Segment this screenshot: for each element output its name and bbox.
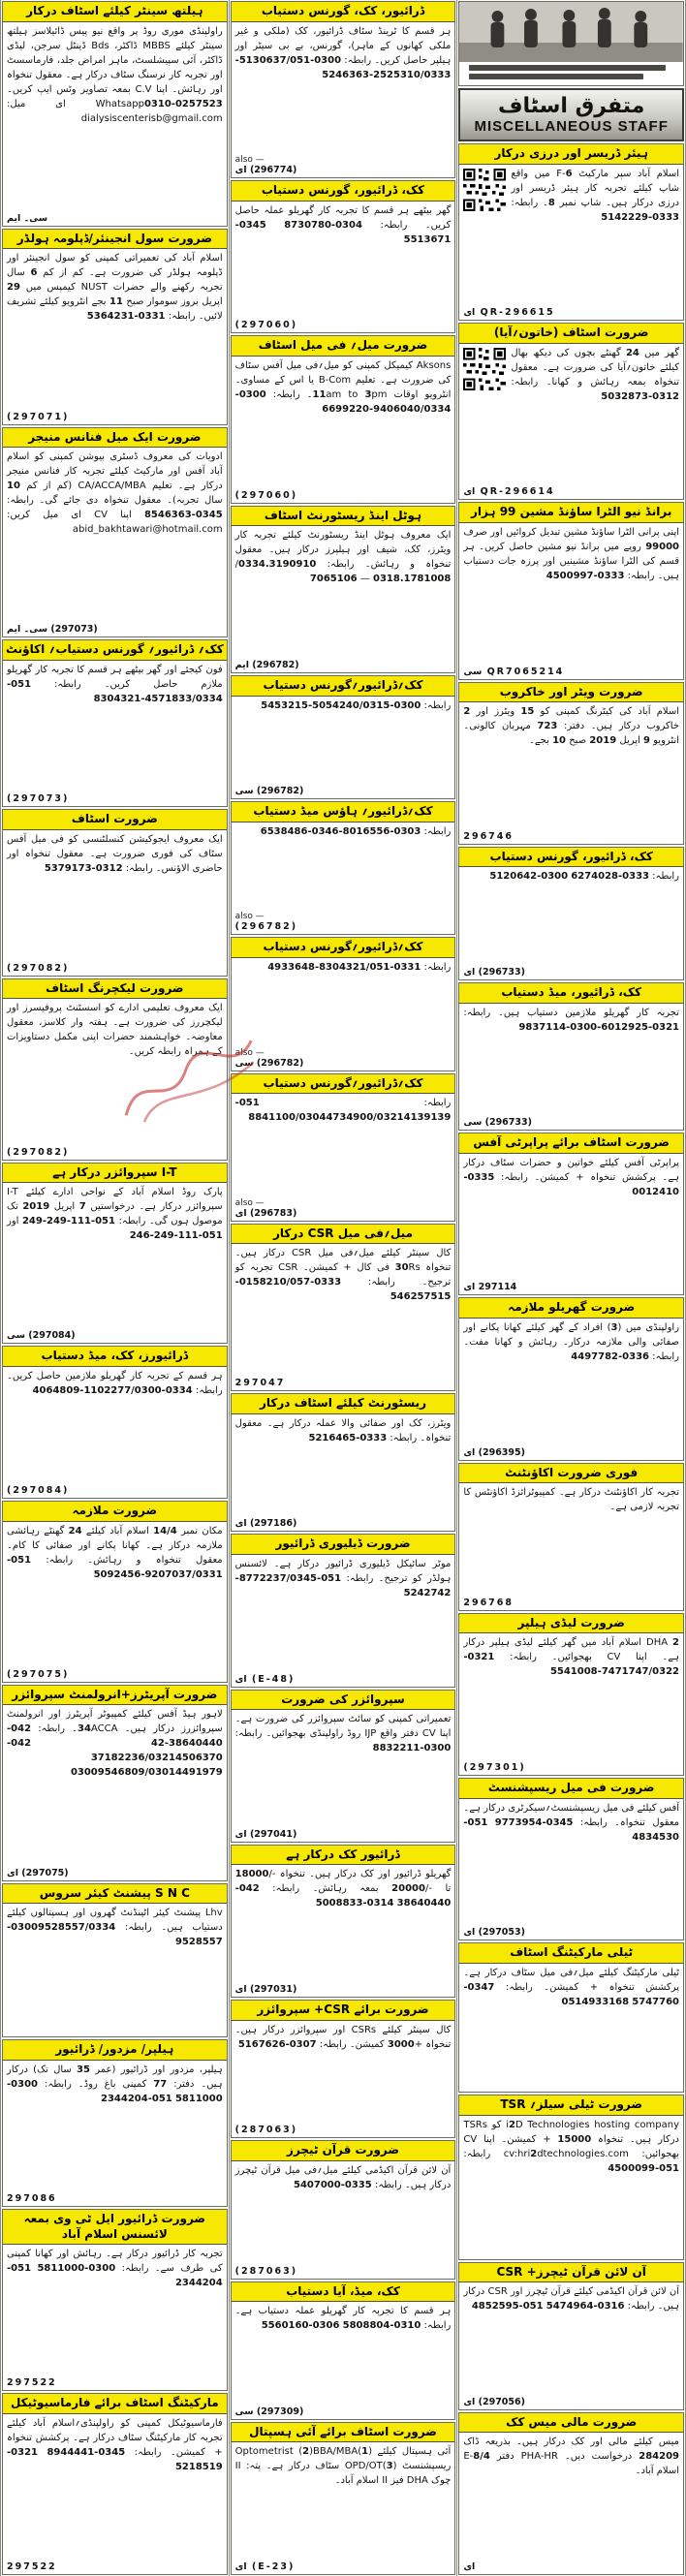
left-ads-list <box>1 0 229 2576</box>
ad-headline: ضرورت ویٹر اور خاکروب <box>459 683 683 703</box>
ad-reference-code: (297309) سی <box>234 2405 304 2417</box>
ad-body-text: کال سینٹر کیلئے میل؍فی میل CSR درکار ہیں۔ تنخواہ 30Rs فی کال + کمیشن۔ CSR تجربہ کو ترجیح۔ رابطہ: 0333-0158210/057-546257515 <box>234 1248 452 1303</box>
ad-headline: ہیئر ڈریسر اور درزی درکار <box>459 144 683 165</box>
ad-headline: ضرورت گھریلو ملازمہ <box>459 1298 683 1319</box>
ad-headline: کک، ڈرائیور، گورنس دستیاب <box>232 181 455 202</box>
ad-headline: ڈرائیورز، کک، میڈ دستیاب <box>3 1347 227 1367</box>
ad-body-text: پراپرٹی آفس کیلئے خواتین و حضرات سٹاف درکار ہے۔ پرکشش تنخواہ + کمیشن۔ رابطہ: 0335-0012410 <box>463 1157 680 1197</box>
ad-body-text: فارماسیوٹیکل کمپنی کو راولپنڈی؍اسلام آباد کیلئے تجربہ کار مارکیٹنگ سٹاف درکار ہے۔ پرکشش تنخواہ + کمیشن۔ رابطہ: 0345-8944441 0321-5218519 <box>7 2417 223 2472</box>
ad-reference-code: (297073) <box>7 793 70 804</box>
ad-headline: ضرورت برائے CSR+ سپروائزر <box>232 2001 455 2021</box>
ad-headline: ضرورت ایک میل فنانس منیجر <box>3 428 227 449</box>
ad-headline: آن لائن قرآن ٹیچرز+ CSR <box>459 2263 683 2283</box>
ad-body-text: تجربہ کار اکاؤنٹنٹ درکار ہے۔ کمپیوٹرائزڈ اکاؤنٹس کا تجربہ لازمی ہے۔ <box>463 1487 680 1513</box>
ad-block <box>2 2393 228 2575</box>
ad-block <box>2 1 228 227</box>
ad-block <box>458 1778 684 1940</box>
ad-body-text: مکان نمبر 14/4 اسلام آباد کیلئے 24 گھنٹے رہائشی ملازمہ درکار ہے۔ کھانا پکانے اور صفائی کا کام۔ معقول تنخواہ و رہائش۔ رابطہ: 051-9207037/0331-5092456 <box>7 1525 223 1580</box>
ad-block <box>231 1690 456 1843</box>
ad-reference-code: (297082) <box>7 962 70 974</box>
ad-block <box>231 1073 456 1222</box>
ad-headline: ٹیلی مارکیٹنگ اسٹاف <box>459 1943 683 1964</box>
ad-headline: ضرورت مالی میس کک <box>459 2413 683 2434</box>
ad-reference-code: (296733) ای <box>463 967 525 978</box>
ad-headline: ضرورت اسٹاف برائے آئی ہسپتال <box>232 2423 455 2443</box>
also-note: also — <box>234 155 265 166</box>
ad-body-text: ادویات کی معروف ڈسٹری بیوشن کمپنی کو اسلام آباد آفس اور مارکیٹ کیلئے تجربہ کار فنانس منیجر درکار ہے۔ تعلیم CA/ACCA/MBA (کم از کم 10 سال تجربہ)۔ معقول تنخواہ دی جائے گی۔ رابطہ: 0345-8546363 اپنا CV ای میل کریں: abid_bakhtawari@hotmail.com <box>7 451 223 536</box>
ad-block <box>231 2281 456 2420</box>
ad-headline: ضرورت ڈرائیور ایل ٹی وی بمعہ لائسنس اسلام آباد <box>3 2210 227 2245</box>
ad-reference-code: (296783) ای <box>234 1207 297 1219</box>
qr-code <box>463 169 506 211</box>
ad-body-text: ہر قسم کا ٹرینڈ سٹاف ڈرائیور، کک (ملکی و غیر ملکی کھانوں کے ماہر)، گورنس، بے بی سیٹر اور ہیلپر حاصل کریں۔ رابطہ: 0300-5130637/051-2525310/0333-5246363 <box>234 25 452 80</box>
ad-headline: ضرورت لیکچرنگ اسٹاف <box>3 979 227 1000</box>
crowd-photo <box>459 2 683 62</box>
ad-headline: کک؍ڈرائیور؍ ہاؤس میڈ دستیاب <box>232 802 455 822</box>
also-note: also — <box>234 1047 265 1058</box>
ad-headline: کک، میڈ، آیا دستیاب <box>232 2282 455 2303</box>
ad-headline: ضرورت ڈیلیوری ڈرائیور <box>232 1535 455 1555</box>
ad-block <box>458 1297 684 1460</box>
ad-reference-code: 297047 <box>234 1378 286 1389</box>
ad-body-text: اسلام آباد سپر مارکیٹ F-6 میں واقع شاپ کیلئے تجربہ کار ہیئر ڈریسر اور درزی درکار ہیں۔ شاپ نمبر 8۔ رابطہ: 0333-5142229 <box>459 165 683 308</box>
ad-body-text: گھر بیٹھے ہر قسم کا تجربہ کار گھریلو عملہ حاصل کریں۔ رابطہ: 0304-8730780 0345-5513671 <box>234 204 452 245</box>
ad-block <box>458 143 684 321</box>
ad-headline: ہیلپر/ مزدور/ ڈرائیور <box>3 2040 227 2061</box>
ad-block <box>458 323 684 500</box>
ad-reference-code: (297075) ای <box>7 1867 69 1878</box>
ad-body-text: تجربہ کار ڈرائیور درکار ہے۔ رہائش اور کھانا کمپنی کی طرف سے۔ رابطہ: 0300-5811000 051-2344204 <box>7 2249 223 2289</box>
ad-body-text: آن لائن قرآن اکیڈمی کیلئے میل؍فی میل قرآن ٹیچرز درکار ہیں۔ رابطہ: 0335-5407000 <box>234 2164 452 2190</box>
ad-body-text: گھریلو ڈرائیور اور کک درکار ہیں۔ تنخواہ -/18000 تا -/20000 بمعہ رہائش۔ رابطہ: 042-38640440 0314-5008833 <box>234 1869 452 1909</box>
ad-headline: ضرورت اسٹاف (خاتون؍آیا) <box>459 324 683 344</box>
ad-reference-code: (297071) <box>7 411 70 422</box>
ad-body-text: ویٹرز، کک اور صفائی والا عملہ درکار ہے۔ معقول تنخواہ۔ رابطہ: 0333-5216465 <box>234 1417 452 1443</box>
ad-body-text: ایک معروف تعلیمی ادارے کو اسسٹنٹ پروفیسرز اور لیکچررز کی ضرورت ہے۔ ہفتہ وار کلاسز، معقول معاوضہ۔ خواہشمند حضرات اپنی مکمل دستاویزات کے ہمراہ رابطہ کریں۔ <box>7 1003 223 1058</box>
ad-block <box>2 2209 228 2391</box>
photo-caption-line <box>469 65 666 71</box>
photo-ad <box>458 1 684 86</box>
ad-block <box>2 1685 228 1881</box>
ad-headline: کک، ڈرائیور، گورنس دستیاب <box>459 848 683 868</box>
ad-headline: ضرورت فی میل ریسپشنسٹ <box>459 1779 683 1799</box>
ad-body-text: کال سینٹر کیلئے CSRs اور سپروائزر درکار ہیں۔ تنخواہ +3000 کمیشن۔ رابطہ: 0307-5167626 <box>234 2024 452 2050</box>
ad-block <box>231 2000 456 2138</box>
ad-body-text: موٹر سائیکل ڈیلیوری ڈرائیور درکار ہے۔ لائسنس ہولڈر کو ترجیح۔ رابطہ: 051-8772237/0345-5242742 <box>234 1558 452 1598</box>
ad-reference-code: QR-296615 ای <box>463 307 555 319</box>
ad-headline: برانڈ نیو الٹرا ساؤنڈ مشین 99 ہزار <box>459 503 683 523</box>
ad-reference-code: 297522 <box>7 2377 57 2389</box>
ad-reference-code: (297186) ای <box>234 1518 297 1530</box>
ad-reference-code: 296746 <box>463 830 514 842</box>
ad-reference-code: 297522 <box>7 2561 57 2573</box>
ad-headline: ضرورت سول انجینئر/ڈپلومہ ہولڈر <box>3 230 227 250</box>
ad-block <box>231 801 456 935</box>
ad-headline: ڈرائیور، کک، گورنس دستیاب <box>232 2 455 22</box>
ad-reference-code: (287063) <box>234 2265 298 2277</box>
ad-headline: S N C پیشنٹ کیئر سروس <box>3 1884 227 1905</box>
ad-block <box>2 978 228 1161</box>
ad-reference-code: (296782) سی <box>234 1057 304 1069</box>
ad-headline: سپروائزر کی ضرورت <box>232 1691 455 1711</box>
ad-reference-code: (297082) <box>7 1146 70 1158</box>
ad-reference-code: (297084) <box>7 1485 70 1496</box>
ad-body-text: i2D Technologies hosting company کو TSRs درکار ہیں۔ تنخواہ 15000 + کمیشن۔ اپنا CV بھجوائیں: cv:hri2dtechnologies.com رابطہ: 051-4500099 <box>463 2120 680 2175</box>
ad-block <box>458 2095 684 2259</box>
ad-block <box>2 427 228 638</box>
ad-block <box>231 1 456 178</box>
ad-body-text: تجربہ کار گھریلو ملازمین دستیاب ہیں۔ رابطہ: 0321-6012925-0300-9837114 <box>463 1007 680 1033</box>
ad-headline: کک؍ڈرائیور؍گورنس دستیاب <box>232 676 455 697</box>
ad-body-text: اسلام آباد کی کیٹرنگ کمپنی کو 15 ویٹرز اور 2 خاکروب درکار ہیں۔ دفتر: 723 مہربان کالونی۔ انٹرویو 9 اپریل 2019 صبح 10 بجے۔ <box>463 706 680 747</box>
column-right <box>457 0 686 2576</box>
ad-headline: ضرورت ٹیلی سیلز؍ TSR <box>459 2095 683 2116</box>
ad-reference-code: (297073) سی۔ ایم <box>7 624 98 636</box>
ad-reference-code: (296782) <box>234 921 298 933</box>
ad-reference-code: (297041) ای <box>234 1828 297 1840</box>
ad-block <box>458 2412 684 2575</box>
ad-body-text: تعمیراتی کمپنی کو سائٹ سپروائزر کی ضرورت ہے۔ اپنا CV دفتر واقع IJP روڈ راولپنڈی بھجوائیں۔ رابطہ: 0300-8832211 <box>234 1714 452 1754</box>
ad-headline: ضرورت اسٹاف <box>3 810 227 830</box>
ad-reference-code: (296733) سی <box>463 1117 532 1129</box>
ad-block <box>2 1163 228 1345</box>
miscellaneous-staff-banner <box>458 88 684 141</box>
ad-reference-code: (297056) ای <box>463 2396 525 2407</box>
ad-body-text: ہر قسم کے تجربہ کار گھریلو ملازمین حاصل کریں۔ رابطہ: 0334-1102277/0300-4064809 <box>7 1370 223 1396</box>
banner-english-title: MISCELLANEOUS STAFF <box>474 118 669 135</box>
ad-reference-code: (287063) <box>234 2125 298 2136</box>
ad-body-text: رابطہ: 0303-8016556-0346-6538486 <box>260 825 452 837</box>
ad-body-text: راولپنڈی میں (3) افراد کے گھر کیلئے کھانا پکانے اور صفائی والی ملازمہ درکار۔ رہائش و کھانا مفت۔ رابطہ: 0336-4497782 <box>463 1322 680 1363</box>
ad-reference-code: QR7065214 سی <box>463 666 565 677</box>
ad-reference-code: سی۔ ایم <box>7 212 48 224</box>
ad-body-text: فون کیجئے اور گھر بیٹھے ہر قسم کا تجربہ کار گھریلو ملازم حاصل کریں۔ رابطہ: 051-4571833/0334-8304321 <box>7 664 223 704</box>
ad-body-text: آن لائن قرآن اکیڈمی کیلئے قرآن ٹیچرز اور CSR درکار ہیں۔ رابطہ: 0316-5474964 051-4852595 <box>463 2286 680 2312</box>
ad-block <box>2 2039 228 2207</box>
ad-block <box>458 982 684 1131</box>
ad-block <box>231 506 456 673</box>
ad-body-text: Aksons کیمیکل کمپنی کو میل؍فی میل آفس سٹاف کی ضرورت ہے۔ تعلیم B-Com یا اس کے مساوی۔ انٹرویو اوقات 11am to 3pm۔ رابطہ: 0300-9406040/0334-6699220 <box>234 360 452 416</box>
ad-block <box>231 2422 456 2575</box>
ad-reference-code: (296395) ای <box>463 1446 525 1458</box>
ad-block <box>231 1393 456 1532</box>
ad-headline: کک، ڈرائیور، میڈ دستیاب <box>459 983 683 1004</box>
ad-headline: ریسٹورنٹ کیلئے اسٹاف درکار <box>232 1394 455 1414</box>
ad-block <box>458 2262 684 2410</box>
ad-block <box>231 335 456 503</box>
ad-headline: فوری ضرورت اکاؤنٹنٹ <box>459 1464 683 1484</box>
ad-headline: کک؍ ڈرائیور؍ گورنس دستیاب؍ اکاؤنٹ <box>3 640 227 661</box>
ad-body-text: ہیلپر، مزدور اور ڈرائیور (عمر 35 سال تک) درکار ہیں۔ دفتر: 77 کمپنی باغ روڈ۔ رابطہ: 0300-5811000 051-2344204 <box>7 2064 223 2104</box>
ad-reference-code: (297075) <box>7 1668 70 1680</box>
also-note: also — <box>234 912 265 922</box>
ad-block <box>231 937 456 1071</box>
ad-block <box>2 1501 228 1683</box>
ad-body-text: آفس کیلئے فی میل ریسپشنسٹ؍سیکرٹری درکار ہے۔ معقول تنخواہ۔ رابطہ: 0345-9773954 051-4834530 <box>463 1802 680 1843</box>
ad-headline: ضرورت اسٹاف برائے پراپرٹی آفس <box>459 1133 683 1154</box>
ad-block <box>231 2140 456 2279</box>
ad-body-text: راولپنڈی موری روڈ پر واقع نیو پیس ڈائیلاسز ہیلتھ سینٹر کیلئے MBBS ڈاکٹر، Bds ڈینٹل سرجن، لیڈی ڈاکٹر، آئی سپیشلسٹ، ماہر امراض جلد، فارماسسٹ اور تجربہ کار نرسنگ سٹاف درکار ہے۔ معقول تنخواہ اور رہائش۔ اپنا C.V بمعہ تصاویر وٹس ایپ کریں۔ Whatsapp0310-0257523 ای میل: dialysiscenterisb@gmail.com <box>7 25 223 124</box>
ad-block <box>458 682 684 845</box>
ad-body-text: رابطہ: 0300-5054240/0315-5453215 <box>261 699 452 711</box>
ad-reference-code: 297114 ای <box>463 1282 517 1293</box>
ad-reference-code: (297301) <box>463 1762 526 1774</box>
ad-reference-code: (297060) <box>234 489 298 501</box>
qr-code <box>463 348 506 390</box>
ad-block <box>458 847 684 980</box>
ad-body-text: آئی ہسپتال کیلئے (1)Optometrist (2)BBA/MBA ریسپشنسٹ (3)OPD/OT سٹاف درکار ہے۔ پتہ: II چوک DHA فیز II اسلام آباد۔ <box>234 2446 452 2487</box>
ad-body-text: رابطہ: 0333-6274028 0300-5120642 <box>489 871 680 883</box>
ad-body-text: رابطہ: 051-8841100/03044734900/03214139139 <box>234 1098 452 1124</box>
ad-block <box>231 180 456 333</box>
ad-body-text: ٹیلی مارکیٹنگ کیلئے میل؍فی میل سٹاف درکار ہے۔ پرکشش تنخواہ + کمیشن۔ رابطہ: 0347-5747760 0514933168 <box>463 1967 680 2007</box>
ad-headline: ڈرائیور کک درکار ہے <box>232 1846 455 1866</box>
ad-block <box>458 1463 684 1611</box>
ad-block <box>458 1942 684 2093</box>
ad-body-text: گھر میں 24 گھنٹے بچوں کی دیکھ بھال کیلئے خاتون؍آیا کی ضرورت ہے۔ معقول تنخواہ بمعہ رہائش و کھانا۔ رابطہ: 0312-5032873 <box>459 344 683 487</box>
ad-reference-code: QR-296614 ای <box>463 486 555 498</box>
ad-headline: ضرورت ملازمہ <box>3 1502 227 1522</box>
ad-block <box>2 229 228 425</box>
ad-body-text: اسلام آباد کی تعمیراتی کمپنی کو سول انجینئر اور ڈپلومہ ہولڈر کی ضرورت ہے۔ کم از کم 6 سال تجربہ رکھنے والے حضرات NUST کیمپس میں 29 اپریل بروز سوموار صبح 11 بجے انٹرویو کیلئے تشریف لائیں۔ رابطہ: 0331-5364231 <box>7 253 223 323</box>
ad-reference-code: (297031) ای <box>234 1984 297 1996</box>
ad-block <box>2 639 228 807</box>
ad-headline: ضرورت آپریٹرز+انرولمنٹ سپروائزر <box>3 1686 227 1706</box>
ad-reference-code: 296768 <box>463 1597 514 1608</box>
ad-block <box>231 1845 456 1998</box>
ad-headline: ہیلتھ سینٹر کیلئے اسٹاف درکار <box>3 2 227 22</box>
ad-headline: I-T سپروائزر درکار ہے <box>3 1164 227 1184</box>
column-middle <box>230 0 458 2576</box>
ad-body-text: ایک معروف ایجوکیشن کنسلٹنسی کو فی میل آفس سٹاف کی فوری ضرورت ہے۔ معقول تنخواہ اور حاضری الاؤنس۔ رابطہ: 0312-5379173 <box>7 833 223 874</box>
ad-reference-code: (297084) سی <box>7 1330 76 1342</box>
column-left <box>0 0 230 2576</box>
ad-body-text: رابطہ: 0331-8304321/051-4933648 <box>267 962 452 973</box>
ad-body-text: میس کیلئے مالی اور کک درکار ہیں۔ بذریعہ ڈاک 284209 درخواست دیں۔ PHA-HR دفتر E-8/4 اسلام آباد۔ <box>463 2436 680 2477</box>
ad-block <box>2 809 228 977</box>
ad-block <box>2 1883 228 2038</box>
also-note: also — <box>234 1197 265 1208</box>
ad-reference-code: (296782) سی <box>234 786 304 797</box>
ad-body-text: ہر قسم کا تجربہ کار گھریلو عملہ دستیاب ہے۔ رابطہ: 0310-5808804 0306-5560160 <box>234 2306 452 2332</box>
ad-reference-code: (297060) <box>234 320 298 331</box>
ad-body-text: ایک معروف ہوٹل اینڈ ریسٹورنٹ کیلئے تجربہ کار ویٹرز، کک، شیف اور ہیلپرز درکار ہیں۔ معقول تنخواہ و رہائش۔ رابطہ: 0334.3190910/ 0318.1781008 — 7065106 <box>234 530 452 585</box>
ad-headline: ضرورت میل؍ فی میل اسٹاف <box>232 336 455 357</box>
ad-headline: میل؍فی میل CSR درکار <box>232 1225 455 1245</box>
ad-headline: کک؍ڈرائیور؍گورنس دستیاب <box>232 1074 455 1095</box>
ad-block <box>458 1613 684 1776</box>
ad-block <box>2 1346 228 1499</box>
ad-headline: ضرورت لیڈی ہیلپر <box>459 1614 683 1634</box>
ad-headline: کک؍ڈرائیور؍گورنس دستیاب <box>232 938 455 958</box>
ad-reference-code: (296774) ای <box>234 165 297 176</box>
banner-urdu-title: متفرق اسٹاف <box>497 94 645 118</box>
ad-headline: مارکیٹنگ اسٹاف برائے فارماسیوٹیکل <box>3 2394 227 2414</box>
photo-caption-line <box>469 74 643 79</box>
ad-block <box>231 1224 456 1391</box>
ad-reference-code: 297086 <box>7 2193 57 2204</box>
right-ads-list <box>457 142 685 2576</box>
ad-reference-code: (297053) ای <box>463 1927 525 1939</box>
ad-headline: ضرورت قرآن ٹیچرز <box>232 2141 455 2161</box>
middle-ads-list <box>230 0 457 2576</box>
ad-body-text: Lhv پیشنٹ کیئر اٹینڈنٹ گھروں اور ہسپتالوں کیلئے دستیاب ہیں۔ رابطہ: 03009528557/0334-9528557 <box>7 1908 223 1948</box>
ad-reference-code: (E-48) ای <box>234 1673 296 1685</box>
ad-body-text: لاہور ہیڈ آفس کیلئے کمپیوٹر آپریٹرز اور انرولمنٹ سپروائزرز درکار ہیں۔ 34ACCA۔ رابطہ: 042-38640440-42 042-37182236/03214506370 03009546809/03014491979 <box>7 1709 223 1779</box>
ad-block <box>231 1534 456 1687</box>
ad-block <box>458 502 684 679</box>
ad-headline: ہوٹل اینڈ ریسٹورنٹ اسٹاف <box>232 507 455 527</box>
ad-body-text: 2 DHA اسلام آباد میں گھر کیلئے لیڈی ہیلپر درکار ہے۔ اپنا CV بھجوائیں۔ رابطہ: 0321-7471747/0322-5541008 <box>463 1637 680 1678</box>
ad-body-text: اپنی پرانی الٹرا ساؤنڈ مشین تبدیل کروائیں اور صرف 99000 روپے میں برانڈ نیو مشین حاصل کریں۔ ہر قسم کی الٹرا ساؤنڈ مشینیں اور پرزہ جات دستیاب ہیں۔ رابطہ: 0333-4500997 <box>463 527 680 581</box>
ad-block <box>458 1133 684 1295</box>
ad-block <box>231 675 456 799</box>
ad-reference-code: ای <box>463 2561 476 2573</box>
ad-reference-code: (E-23) ای <box>234 2560 296 2572</box>
ad-reference-code: (296782) ایم <box>234 659 299 670</box>
ad-body-text: پارک روڈ اسلام آباد کے نواحی ادارے کیلئے I-T سپروائزر درکار ہے۔ درخواستیں 7 اپریل 2019 تک موصول ہوں گی۔ رابطہ: 051-111-249-249 اور 051-111-249-246 <box>7 1187 223 1242</box>
